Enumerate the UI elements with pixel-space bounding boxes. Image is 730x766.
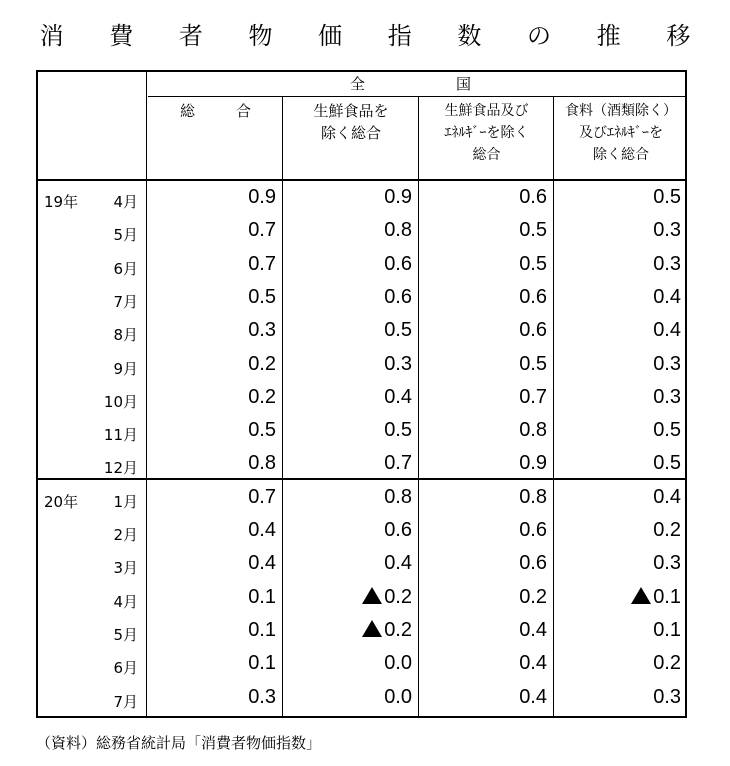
row-month: 2月	[113, 526, 138, 544]
table-cell: 0.2	[248, 352, 276, 375]
row-month: 8月	[113, 326, 138, 345]
table-cell: 0.5	[384, 419, 412, 442]
column-header-line: 及びｴﾈﾙｷﾞｰを	[579, 125, 663, 141]
table-cell: 0.5	[384, 319, 412, 342]
table-cell	[631, 586, 681, 609]
table-cell: 0.7	[384, 452, 412, 475]
table-cell: 0.8	[248, 452, 276, 475]
table-cell: 0.6	[519, 285, 547, 308]
table-cell: 0.4	[653, 319, 681, 342]
table-cell: 0.3	[653, 552, 681, 575]
table-cell: 0.4	[384, 385, 412, 408]
negative-triangle-icon	[362, 587, 382, 604]
table-cell: 0.0	[384, 685, 412, 708]
negative-triangle-icon	[362, 620, 382, 637]
row-month: 12月	[103, 459, 138, 478]
table-cell: 0.4	[519, 618, 547, 641]
table-cell: 0.4	[519, 685, 547, 708]
table-cell: 0.3	[653, 219, 681, 242]
table-cell: 0.3	[653, 685, 681, 708]
table-cell: 0.4	[653, 485, 681, 508]
table-row	[38, 315, 685, 348]
column-header-core	[284, 100, 418, 144]
table-cell: 0.6	[384, 519, 412, 541]
group-header-divider	[148, 96, 685, 97]
column-header-line: 除く総合	[593, 147, 649, 163]
table-cell: 0.3	[384, 352, 412, 375]
table-cell: 0.4	[519, 652, 547, 675]
table-cell: 0.1	[248, 585, 276, 608]
table-row	[38, 615, 685, 648]
group-header-koku: 国	[456, 75, 472, 93]
header-bottom-divider	[38, 179, 685, 181]
row-month: 6月	[113, 659, 138, 678]
cell-value: 0.2	[384, 618, 412, 641]
table-cell: 0.6	[519, 186, 547, 208]
table-cell: 0.5	[519, 219, 547, 242]
table-cell: 0.8	[519, 419, 547, 442]
table-cell: 0.1	[248, 652, 276, 675]
table-cell: 0.7	[248, 485, 276, 508]
table-cell: 0.5	[653, 186, 681, 208]
page-title: 消 費 者 物 価 指 数 の 推 移	[39, 22, 710, 50]
table-cell: 0.2	[653, 519, 681, 541]
column-header-line: ｴﾈﾙｷﾞｰを除く	[444, 125, 529, 141]
table-row	[38, 282, 685, 315]
table-row	[38, 382, 685, 415]
table-cell	[362, 586, 412, 609]
table-row	[38, 648, 685, 681]
table-cell: 0.6	[384, 252, 412, 275]
column-header-line: 総合	[472, 147, 501, 163]
row-month: 7月	[113, 692, 138, 711]
negative-triangle-icon	[631, 587, 651, 604]
table-row	[38, 215, 685, 248]
table-cell: 0.5	[653, 419, 681, 442]
table-cell: 0.5	[248, 419, 276, 442]
column-header-food-energy	[555, 100, 687, 166]
source-note: （資料）総務省統計局「消費者物価指数」	[36, 734, 322, 752]
row-month: 5月	[113, 226, 138, 245]
table-cell: 0.4	[653, 285, 681, 308]
table-cell: 0.4	[248, 519, 276, 541]
table-cell: 0.3	[653, 252, 681, 275]
table-cell: 0.8	[384, 485, 412, 508]
table-cell	[362, 619, 412, 642]
table-cell: 0.6	[384, 285, 412, 308]
column-header-line: 生鮮食品を	[313, 102, 389, 120]
table-row	[38, 448, 685, 481]
table-cell: 0.8	[519, 485, 547, 508]
row-month: 1月	[113, 492, 138, 511]
group-header-zen: 全	[350, 75, 366, 93]
table-cell: 0.2	[248, 385, 276, 408]
table-row	[38, 349, 685, 382]
table-row	[38, 249, 685, 282]
table-cell: 0.9	[384, 186, 412, 208]
column-header-line: 食料（酒類除く）	[565, 103, 677, 119]
row-month: 10月	[103, 392, 138, 411]
row-month: 9月	[113, 359, 138, 378]
row-month: 3月	[113, 559, 138, 578]
table-cell: 0.7	[248, 252, 276, 275]
table-cell: 0.4	[384, 552, 412, 575]
table-cell: 0.9	[248, 186, 276, 208]
table-row	[38, 548, 685, 581]
column-header-sogo-char1: 総	[180, 102, 196, 120]
cell-value: 0.1	[653, 585, 681, 608]
column-header-line: 除く総合	[320, 124, 381, 142]
row-month: 7月	[113, 292, 138, 311]
table-cell: 0.0	[384, 652, 412, 675]
table-row	[38, 682, 685, 715]
table-cell: 0.1	[653, 618, 681, 641]
table-row	[38, 415, 685, 448]
table-row	[38, 582, 685, 615]
row-month: 11月	[103, 426, 138, 445]
cpi-table	[36, 70, 687, 718]
table-cell: 0.7	[248, 219, 276, 242]
row-year: 19年	[44, 193, 79, 211]
table-cell: 0.1	[248, 618, 276, 641]
row-month: 6月	[113, 259, 138, 278]
column-header-sogo-char2: 合	[236, 102, 252, 120]
table-cell: 0.2	[519, 585, 547, 608]
table-cell: 0.5	[519, 352, 547, 375]
table-cell: 0.6	[519, 519, 547, 541]
table-row	[38, 482, 685, 515]
table-cell: 0.2	[653, 652, 681, 675]
row-month: 5月	[113, 625, 138, 644]
row-month: 4月	[113, 193, 138, 211]
table-row	[38, 182, 685, 215]
row-year: 20年	[44, 492, 79, 511]
table-cell: 0.4	[248, 552, 276, 575]
table-cell: 0.5	[519, 252, 547, 275]
table-cell: 0.3	[653, 385, 681, 408]
table-cell: 0.6	[519, 319, 547, 342]
table-cell: 0.3	[653, 352, 681, 375]
column-header-core-core	[420, 100, 553, 166]
table-cell: 0.7	[519, 385, 547, 408]
table-cell: 0.5	[248, 285, 276, 308]
table-cell: 0.9	[519, 452, 547, 475]
cell-value: 0.2	[384, 585, 412, 608]
table-cell: 0.6	[519, 552, 547, 575]
table-cell: 0.3	[248, 685, 276, 708]
table-cell: 0.5	[653, 452, 681, 475]
column-header-line: 生鮮食品及び	[444, 103, 529, 119]
row-month: 4月	[113, 592, 138, 611]
table-cell: 0.8	[384, 219, 412, 242]
table-cell: 0.3	[248, 319, 276, 342]
table-row	[38, 515, 685, 548]
